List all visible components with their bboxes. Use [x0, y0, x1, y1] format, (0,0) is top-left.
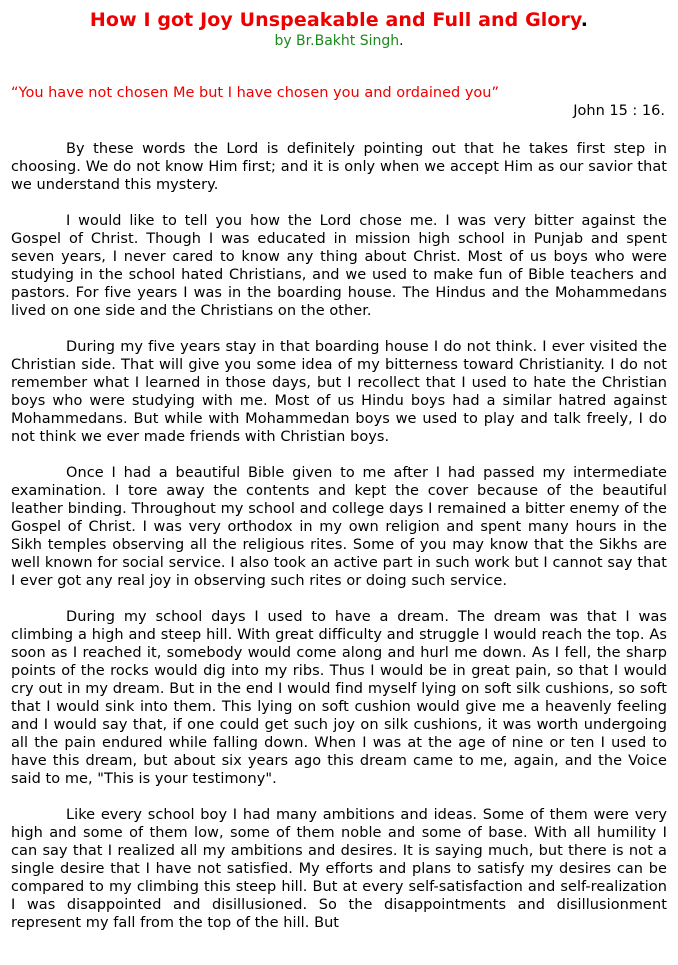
paragraph-2: I would like to tell you how the Lord chose me. I was very bitter against the Gospel of Christ. Though I was educated in mission high school in Punjab and spent seven years, I never cared to know any thing about Christ. Most of us boys who were studying in the school hated Christians, and we used to make fun of Bible teachers and pastors. For five years I was in the boarding house. The Hindus and the Mohammedans lived on one side and the Christians on the other.: [11, 213, 667, 319]
paragraph-1: By these words the Lord is definitely pointing out that he takes first step in choosing. We do not know Him first; and it is only when we accept Him as our savior that we understand this mystery.: [11, 141, 667, 193]
byline-period: .: [399, 33, 404, 49]
paragraph-3: During my five years stay in that boarding house I do not think. I ever visited the Christian side. That will give you some idea of my bitterness toward Christianity. I do not remember what I learned in those days, but I recollect that I used to hate the Christian boys who were studying with me. Most of us Hindu boys had a similar hatred against Mohammedans. But while with Mohammedan boys we used to play and talk freely, I do not think we ever made friends with Christian boys.: [11, 339, 667, 445]
paragraph-6: Like every school boy I had many ambitions and ideas. Some of them were very high and some of them low, some of them noble and some of base. With all humility I can say that I realized all my ambitions and desires. It is saying much, but there is not a single desire that I have not satisfied. My efforts and plans to satisfy my desires can be compared to my climbing this steep hill. But at every self-satisfaction and self-realization I was disappointed and disillusioned. So the disappointments and disillusionment represent my fall from the top of the hill. But: [11, 807, 667, 931]
author-byline: [11, 33, 667, 50]
document-title: [11, 9, 667, 31]
byline-text: by Br.Bakht Singh: [274, 33, 400, 49]
title-period: .: [580, 9, 589, 31]
scripture-quote: “You have not chosen Me but I have chosen you and ordained you”: [11, 85, 499, 101]
scripture-reference: John 15 : 16.: [573, 103, 665, 119]
title-text: How I got Joy Unspeakable and Full and Glory: [89, 9, 581, 31]
paragraph-4: Once I had a beautiful Bible given to me after I had passed my intermediate examination. I tore away the contents and kept the cover because of the beautiful leather binding. Throughout my school and college days I remained a bitter enemy of the Gospel of Christ. I was very orthodox in my own religion and spent many hours in the Sikh temples observing all the religious rites. Some of you may know that the Sikhs are well known for social service. I also took an active part in such work but I cannot say that I ever got any real joy in observing such rites or doing such service.: [11, 465, 667, 589]
paragraph-5: During my school days I used to have a dream. The dream was that I was climbing a high and steep hill. With great difficulty and struggle I would reach the top. As soon as I reached it, somebody would come along and hurl me down. As I fell, the sharp points of the rocks would dig into my ribs. Thus I would be in great pain, so that I would cry out in my dream. But in the end I would find myself lying on soft silk cushions, so soft that I would sink into them. This lying on soft cushion would give me a heavenly feeling and I would say that, if one could get such joy on silk cushions, it was worth undergoing all the pain endured while falling down. When I was at the age of nine or ten I used to have this dream, but about six years ago this dream came to me, again, and the Voice said to me, "This is your testimony".: [11, 609, 667, 787]
